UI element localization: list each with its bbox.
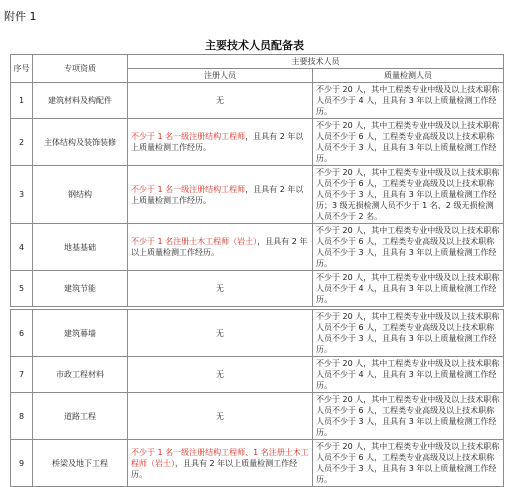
row-inspection: 不少于 20 人，其中工程类专业中级及以上技术职称人员不少于 4 人，且具有 3 年以上质量检测工作经历。 — [313, 83, 504, 119]
attachment-label: 附件 1 — [4, 10, 37, 23]
registered-note: ，且具有 2 年以上质量检测工作经历。 — [131, 184, 304, 205]
row-qualification: 钢结构 — [33, 166, 128, 224]
row-registered — [128, 440, 313, 487]
row-inspection: 不少于 20 人，其中工程类专业中级及以上技术职称人员不少于 6 人，工程类专业高级及以上技术职称人员不少于 3 人，且具有 3 年以上质量检测工作经历。 — [313, 310, 504, 357]
row-qualification: 建筑节能 — [33, 271, 128, 307]
header-qualification: 专项资质 — [33, 55, 128, 83]
row-registered — [128, 83, 313, 119]
table-row — [11, 166, 504, 224]
row-inspection: 不少于 20 人，其中工程类专业中级及以上技术职称人员不少于 6 人，工程类专业高级及以上技术职称人员不少于 3 人，且具有 3 年以上质量检测工作经历；3 级无损检测人员不少于 1 名、2 级无损检测人员不少于 2 名。 — [313, 166, 504, 224]
registered-requirement: 不少于 1 名一级注册结构工程师 — [131, 132, 246, 141]
table-row — [11, 224, 504, 271]
row-registered — [128, 271, 313, 307]
row-inspection: 不少于 20 人，其中工程类专业中级及以上技术职称人员不少于 6 人，工程类专业高级及以上技术职称人员不少于 3 人，且具有 3 年以上质量检测工作经历。 — [313, 440, 504, 487]
registered-note: 无 — [216, 370, 224, 379]
table-row — [11, 440, 504, 487]
registered-note: ，且具有 2 年以上质量检测工作经历。 — [131, 132, 304, 152]
staffing-table-part-2 — [10, 309, 504, 487]
header-registered: 注册人员 — [128, 69, 313, 83]
row-registered — [128, 119, 313, 166]
row-registered — [128, 224, 313, 271]
row-qualification: 建筑幕墙 — [33, 310, 128, 357]
registered-note: 无 — [216, 328, 224, 338]
row-qualification: 道路工程 — [33, 393, 128, 440]
row-number: 1 — [11, 83, 33, 119]
header-main-staff: 主要技术人员 — [128, 55, 504, 69]
row-registered — [128, 393, 313, 440]
table-row — [11, 393, 504, 440]
table-title: 主要技术人员配备表 — [205, 39, 304, 52]
registered-requirement: 不少于 1 名一级注册结构工程师、1 名注册土木工程师（岩土） — [131, 447, 309, 468]
row-number: 4 — [11, 224, 33, 271]
row-number: 5 — [11, 271, 33, 307]
registered-note: ，且具有 2 年以上质量检测工作经历。 — [131, 237, 308, 257]
row-qualification: 市政工程材料 — [33, 357, 128, 393]
table-row — [11, 310, 504, 357]
row-number: 6 — [11, 310, 33, 357]
row-qualification: 桥梁及地下工程 — [33, 440, 128, 487]
row-number: 7 — [11, 357, 33, 393]
row-number: 9 — [11, 440, 33, 487]
registered-requirement: 不少于 1 名一级注册结构工程师 — [131, 184, 246, 194]
registered-note: 无 — [216, 284, 224, 293]
row-inspection: 不少于 20 人，其中工程类专业中级及以上技术职称人员不少于 6 人，工程类专业高级及以上技术职称人员不少于 3 人，且具有 3 年以上质量检测工作经历。 — [313, 393, 504, 440]
registered-note: ，且具有 2 年以上质量检测工作经历。 — [131, 458, 298, 479]
row-registered — [128, 310, 313, 357]
row-inspection: 不少于 20 人，其中工程类专业中级及以上技术职称人员不少于 4 人，且具有 3 年以上质量检测工作经历。 — [313, 357, 504, 393]
table-row — [11, 119, 504, 166]
row-inspection: 不少于 20 人，其中工程类专业中级及以上技术职称人员不少于 6 人，工程类专业高级及以上技术职称人员不少于 3 人，且具有 3 年以上质量检测工作经历。 — [313, 119, 504, 166]
registered-requirement: 不少于 1 名注册土木工程师（岩土） — [131, 237, 258, 246]
table-row — [11, 271, 504, 307]
staffing-table-part-1 — [10, 54, 504, 307]
header-seq: 序号 — [11, 55, 33, 83]
table-row — [11, 83, 504, 119]
row-number: 2 — [11, 119, 33, 166]
table-row — [11, 357, 504, 393]
header-inspection: 质量检测人员 — [313, 69, 504, 83]
row-qualification: 地基基础 — [33, 224, 128, 271]
row-qualification: 主体结构及装饰装修 — [33, 119, 128, 166]
registered-note: 无 — [216, 96, 224, 105]
row-number: 3 — [11, 166, 33, 224]
row-inspection: 不少于 20 人，其中工程类专业中级及以上技术职称人员不少于 4 人，且具有 3 年以上质量检测工作经历。 — [313, 271, 504, 307]
row-qualification: 建筑材料及构配件 — [33, 83, 128, 119]
row-number: 8 — [11, 393, 33, 440]
row-inspection: 不少于 20 人，其中工程类专业中级及以上技术职称人员不少于 6 人，工程类专业高级及以上技术职称人员不少于 3 人，且具有 3 年以上质量检测工作经历。 — [313, 224, 504, 271]
row-registered — [128, 166, 313, 224]
registered-note: 无 — [216, 411, 224, 421]
row-registered — [128, 357, 313, 393]
